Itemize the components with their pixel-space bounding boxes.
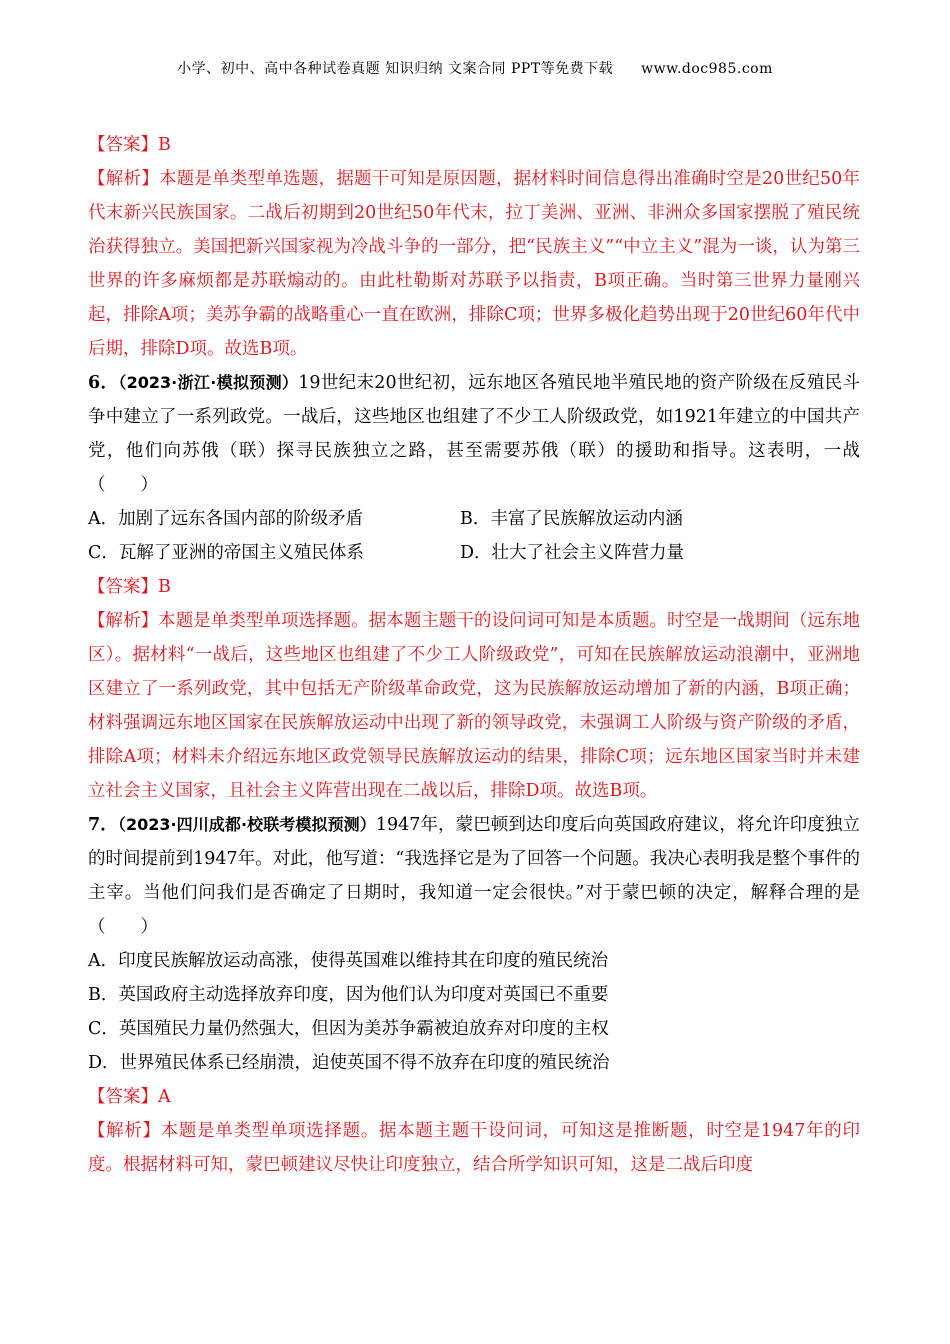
q6-answer: 【答案】B (88, 577, 171, 597)
q6-stem: 19世纪末20世纪初，远东地区各殖民地半殖民地的资产阶级在反殖民斗争中建立了一系列政党。一战后，这些地区也组建了不少工人阶级政党，如1921年建立的中国共产党，他们向苏俄（联）探寻民族独立之路，甚至需要苏俄（联）的援助和指导。这表明，一战（ ） (88, 373, 860, 495)
q7-number: 7． (88, 815, 118, 835)
q6-source: （2023·浙江·模拟预测） (118, 373, 299, 392)
q6-number: 6． (88, 373, 119, 393)
q7-option-c: C．英国殖民力量仍然强大，但因为美苏争霸被迫放弃对印度的主权 (88, 1019, 609, 1039)
q6-option-c: C．瓦解了亚洲的帝国主义殖民体系 (88, 543, 364, 563)
q7-option-a: A．印度民族解放运动高涨，使得英国难以维持其在印度的殖民统治 (88, 951, 609, 971)
q6-option-d: D．壮大了社会主义阵营力量 (460, 543, 685, 563)
q6-option-b: B．丰富了民族解放运动内涵 (460, 509, 683, 529)
q6-options-row-1 (88, 502, 860, 536)
q7-option-d: D．世界殖民体系已经崩溃，迫使英国不得不放弃在印度的殖民统治 (88, 1053, 610, 1073)
q7-source: （2023·四川成都·校联考模拟预测） (117, 815, 376, 834)
q7-stem: 1947年，蒙巴顿到达印度后向英国政府建议，将允许印度独立的时间提前到1947年。对此，他写道：“我选择它是为了回答一个问题。我决心表明我是整个事件的主宰。当他们问我们是否确定了日期时，我知道一定会很快。”对于蒙巴顿的决定，解释合理的是（ ） (88, 815, 860, 937)
q6-analysis: 【解析】本题是单类型单项选择题。据本题主题干的设问词可知是本质题。时空是一战期间（远东地区）。据材料“一战后，这些地区也组建了不少工人阶级政党”，可知在民族解放运动浪潮中，亚洲地区建立了一系列政党，其中包括无产阶级革命政党，这为民族解放运动增加了新的内涵，B项正确；材料强调远东地区国家在民族解放运动中出现了新的领导政党，未强调工人阶级与资产阶级的矛盾，排除A项；材料未介绍远东地区政党领导民族解放运动的结果，排除C项；远东地区国家当时并未建立社会主义国家，且社会主义阵营出现在二战以后，排除D项。故选B项。 (88, 611, 860, 801)
q7-analysis: 【解析】本题是单类型单项选择题。据本题主题干设问词，可知这是推断题，时空是1947年的印度。根据材料可知，蒙巴顿建议尽快让印度独立，结合所学知识可知，这是二战后印度 (88, 1121, 860, 1175)
document-body (88, 128, 860, 1182)
header-text: 小学、初中、高中各种试卷真题 知识归纳 文案合同 PPT等免费下载 (177, 61, 614, 77)
answer-prev: 【答案】B (88, 135, 171, 155)
q7-option-b: B．英国政府主动选择放弃印度，因为他们认为印度对英国已不重要 (88, 985, 609, 1005)
question-6 (88, 366, 860, 502)
header-site: www.doc985.com (641, 61, 773, 77)
page-header (0, 58, 950, 78)
q6-options-row-2 (88, 536, 860, 570)
question-7 (88, 808, 860, 944)
q7-answer: 【答案】A (88, 1087, 171, 1107)
analysis-prev: 【解析】本题是单类型单选题，据题干可知是原因题，据材料时间信息得出准确时空是20世纪50年代末新兴民族国家。二战后初期到20世纪50年代末，拉丁美洲、亚洲、非洲众多国家摆脱了殖民统治获得独立。美国把新兴国家视为冷战斗争的一部分，把“民族主义”“中立主义”混为一谈，认为第三世界的许多麻烦都是苏联煽动的。由此杜勒斯对苏联予以指责，B项正确。当时第三世界力量刚兴起，排除A项；美苏争霸的战略重心一直在欧洲，排除C项；世界多极化趋势出现于20世纪60年代中后期，排除D项。故选B项。 (88, 169, 860, 359)
q6-option-a: A．加剧了远东各国内部的阶级矛盾 (88, 509, 364, 529)
